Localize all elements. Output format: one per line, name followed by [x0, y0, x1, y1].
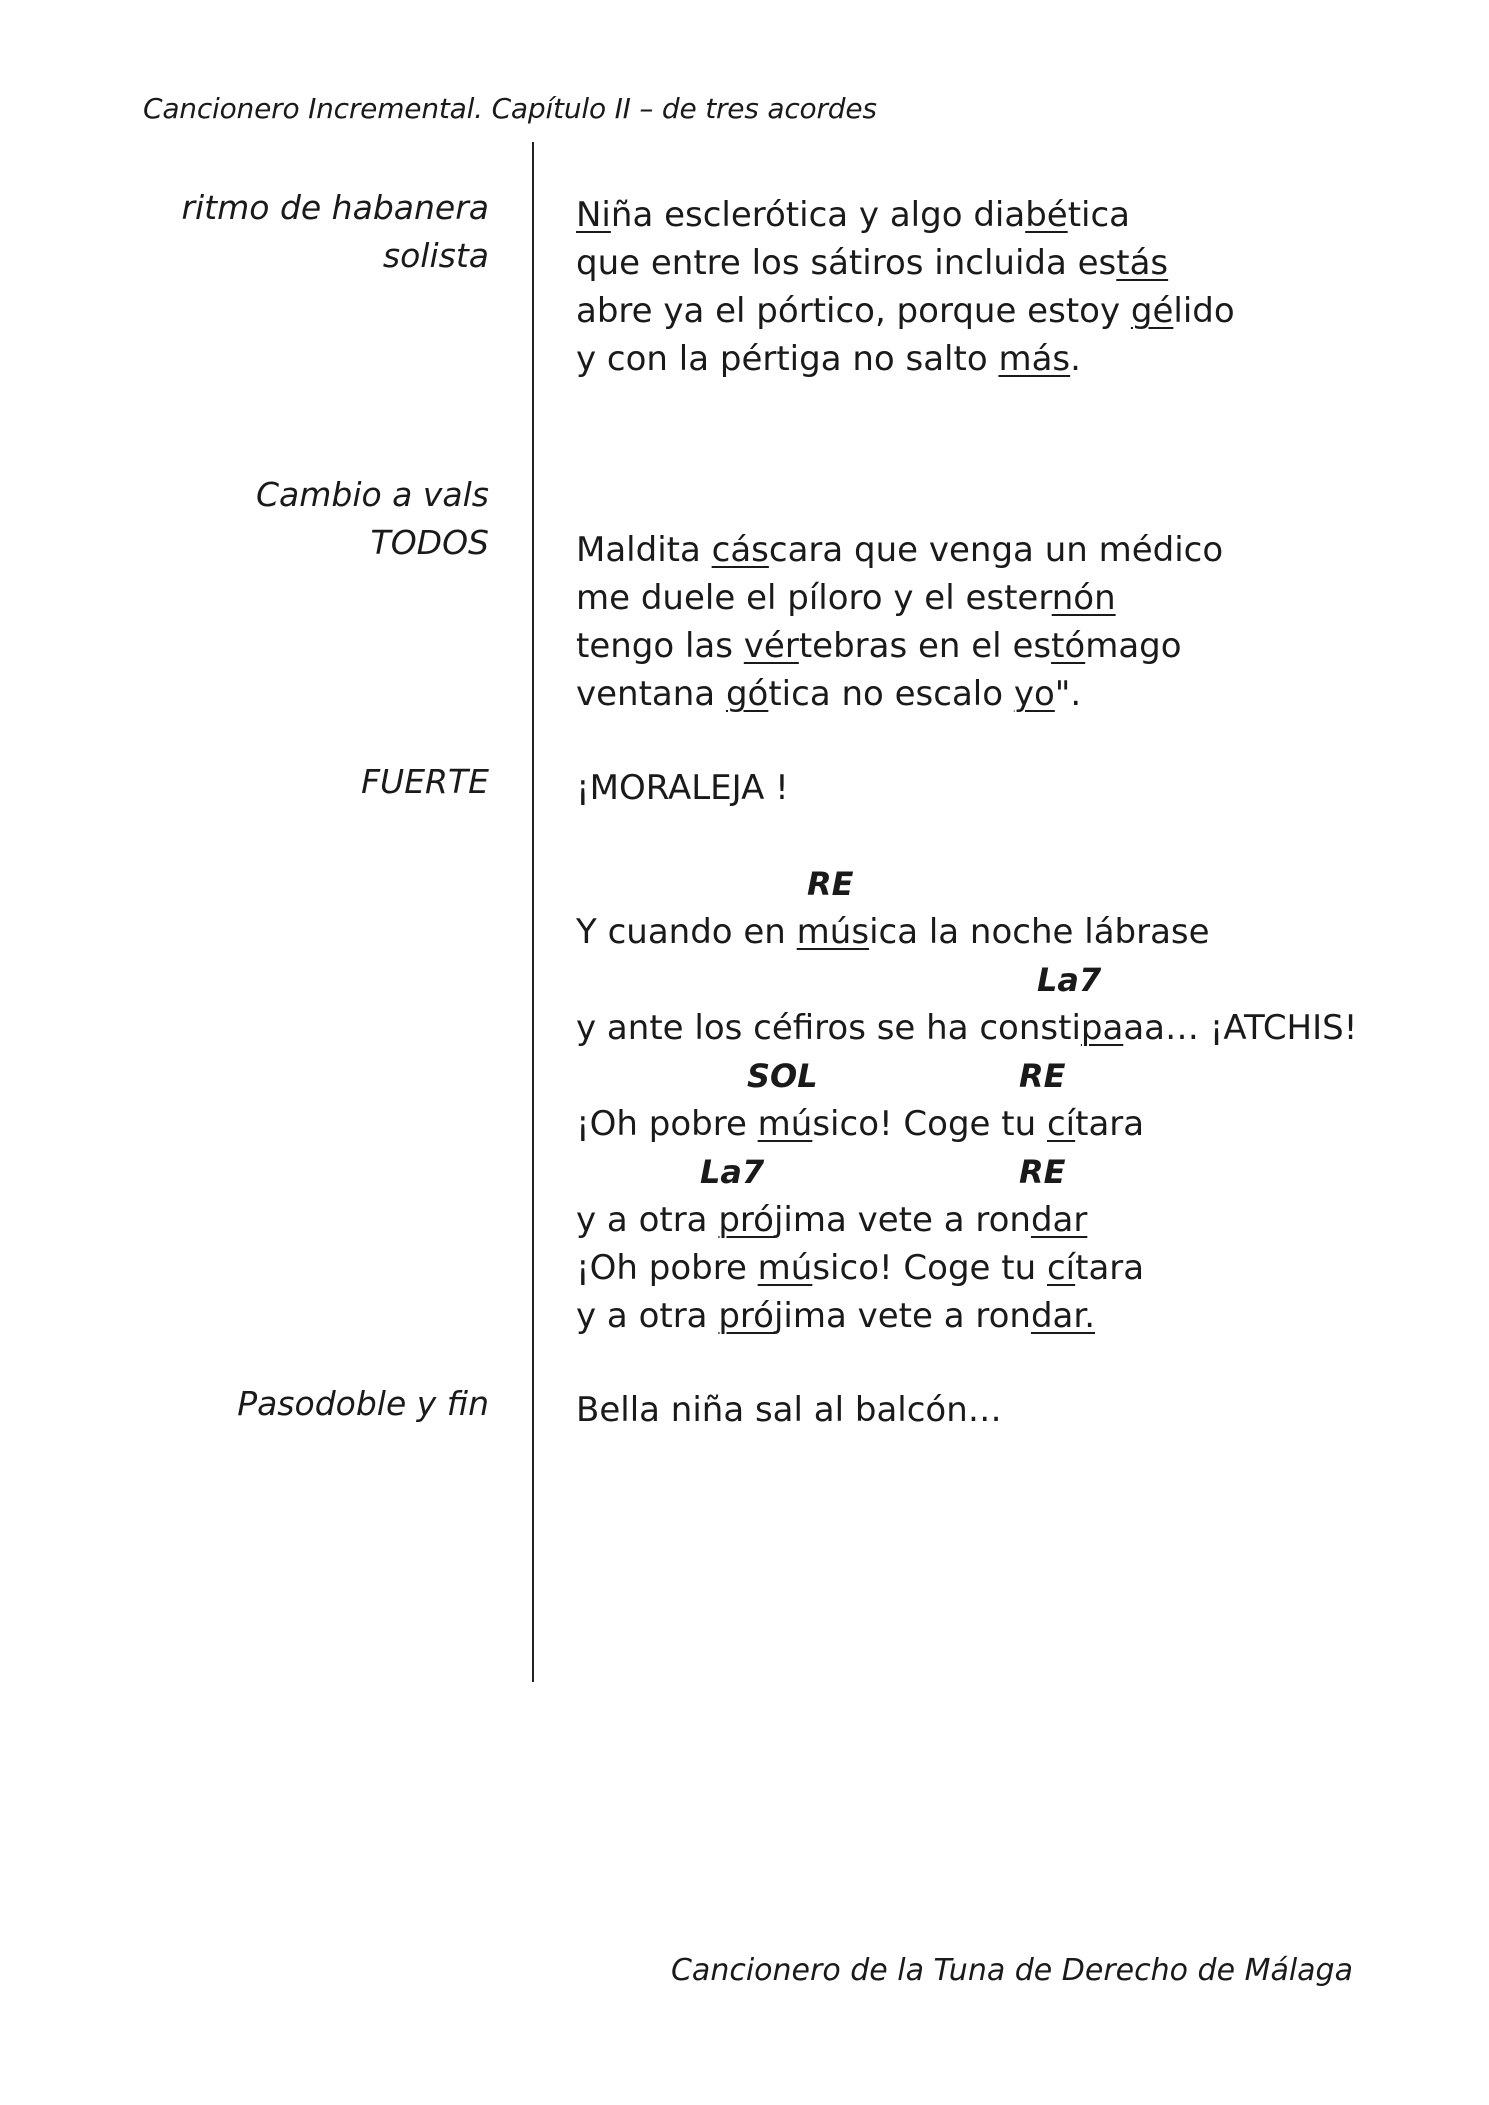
chord-row: [576, 1052, 1357, 1100]
stressed-syllable: dar.: [1030, 1296, 1096, 1336]
lyric-text: tebras en el es: [798, 626, 1052, 666]
lyric-line: [576, 574, 1223, 622]
stanza-3: [576, 860, 1357, 1340]
note-habanera: [181, 184, 489, 280]
note-pasodoble: [237, 1380, 489, 1428]
lyric-text: tara: [1075, 1248, 1145, 1288]
lyric-text: sico! Coge tu: [812, 1104, 1047, 1144]
page-footer: Cancionero de la Tuna de Derecho de Málaga: [670, 1953, 1353, 1988]
chord-label: RE: [1019, 1153, 1066, 1191]
stressed-syllable: pró: [718, 1200, 774, 1240]
lyric-line: [576, 191, 1235, 239]
stressed-syllable: pa: [1080, 1008, 1124, 1048]
lyric-text: me duele el píloro y el ester: [576, 578, 1052, 618]
lyric-text: ".: [1054, 674, 1082, 714]
lyric-line: [576, 1244, 1357, 1292]
moraleja-line: [576, 764, 789, 812]
lyric-text: tica no escalo: [768, 674, 1014, 714]
note-line: Pasodoble y fin: [237, 1384, 489, 1423]
lyric-text: Y cuando en: [576, 912, 797, 952]
stressed-syllable: bé: [1025, 195, 1068, 235]
lyric-text: sico! Coge tu: [812, 1248, 1047, 1288]
lyric-line: [576, 526, 1223, 574]
stressed-syllable: mús: [796, 912, 870, 952]
final-line: [576, 1386, 1002, 1434]
stressed-syllable: yo: [1013, 674, 1055, 714]
lyric-text: ¡Oh pobre: [576, 1248, 758, 1288]
lyric-line: [576, 1196, 1357, 1244]
chord-row: [576, 1148, 1357, 1196]
column-divider: [532, 142, 534, 1682]
stressed-syllable: nón: [1051, 578, 1116, 618]
lyric-text: tara: [1075, 1104, 1145, 1144]
lyric-text: aa… ¡ATCHIS!: [1123, 1008, 1358, 1048]
chord-label: RE: [1019, 1057, 1066, 1095]
lyric-text: tengo las: [576, 626, 744, 666]
lyric-text: ña esclerótica y algo dia: [610, 195, 1026, 235]
lyric-text: Maldita: [576, 530, 712, 570]
stanza-1: [576, 191, 1235, 383]
lyric-text: mago: [1085, 626, 1182, 666]
note-line: Cambio a vals: [255, 475, 489, 514]
chord-label: RE: [807, 865, 854, 903]
chord-label: La7: [700, 1153, 765, 1191]
lyric-text: ventana: [576, 674, 726, 714]
chord-label: SOL: [747, 1057, 818, 1095]
stressed-syllable: mú: [757, 1248, 813, 1288]
stressed-syllable: mú: [757, 1104, 813, 1144]
stressed-syllable: pró: [718, 1296, 774, 1336]
chord-row: [576, 860, 1357, 908]
stressed-syllable: vér: [743, 626, 799, 666]
lyric-line: Bella niña sal al balcón…: [576, 1390, 1002, 1430]
stressed-syllable: cí: [1046, 1104, 1076, 1144]
stressed-syllable: gó: [725, 674, 769, 714]
chord-label: La7: [1037, 961, 1102, 999]
lyric-text: que entre los sátiros incluida es: [576, 243, 1117, 283]
stressed-syllable: tó: [1051, 626, 1086, 666]
lyric-line: ¡MORALEJA !: [576, 768, 789, 808]
lyric-text: abre ya el pórtico, porque estoy: [576, 291, 1131, 331]
note-fuerte: [361, 758, 489, 806]
chord-row: [576, 956, 1357, 1004]
lyric-text: lido: [1173, 291, 1235, 331]
note-line: solista: [382, 236, 489, 275]
lyric-line: [576, 239, 1235, 287]
lyric-text: .: [1070, 339, 1081, 379]
page-header: Cancionero Incremental. Capítulo II – de tres acordes: [143, 92, 877, 125]
lyric-text: ica la noche lábrase: [869, 912, 1210, 952]
stressed-syllable: tás: [1116, 243, 1169, 283]
lyric-line: [576, 622, 1223, 670]
lyric-text: cara que venga un médico: [768, 530, 1224, 570]
stressed-syllable: dar: [1030, 1200, 1088, 1240]
note-vals: [256, 471, 489, 567]
lyric-text: y ante los céfiros se ha consti: [576, 1008, 1081, 1048]
lyric-line: [576, 670, 1223, 718]
stanza-2: [576, 526, 1223, 718]
lyric-line: [576, 1004, 1357, 1052]
lyric-text: y con la pértiga no salto: [576, 339, 999, 379]
lyric-text: jima vete a ron: [773, 1296, 1031, 1336]
lyric-line: [576, 335, 1235, 383]
lyric-line: [576, 1292, 1357, 1340]
note-line: TODOS: [370, 523, 489, 562]
lyric-text: ¡Oh pobre: [576, 1104, 758, 1144]
stressed-syllable: Ni: [576, 195, 611, 235]
stressed-syllable: más: [998, 339, 1071, 379]
lyric-line: [576, 908, 1357, 956]
lyric-text: jima vete a ron: [773, 1200, 1031, 1240]
stressed-syllable: cás: [711, 530, 769, 570]
note-line: ritmo de habanera: [181, 188, 489, 227]
lyric-text: y a otra: [576, 1296, 719, 1336]
lyric-text: tica: [1067, 195, 1130, 235]
stressed-syllable: gé: [1130, 291, 1174, 331]
stressed-syllable: cí: [1046, 1248, 1076, 1288]
lyric-line: [576, 1100, 1357, 1148]
note-line: FUERTE: [361, 762, 489, 801]
lyric-text: y a otra: [576, 1200, 719, 1240]
lyric-line: [576, 287, 1235, 335]
